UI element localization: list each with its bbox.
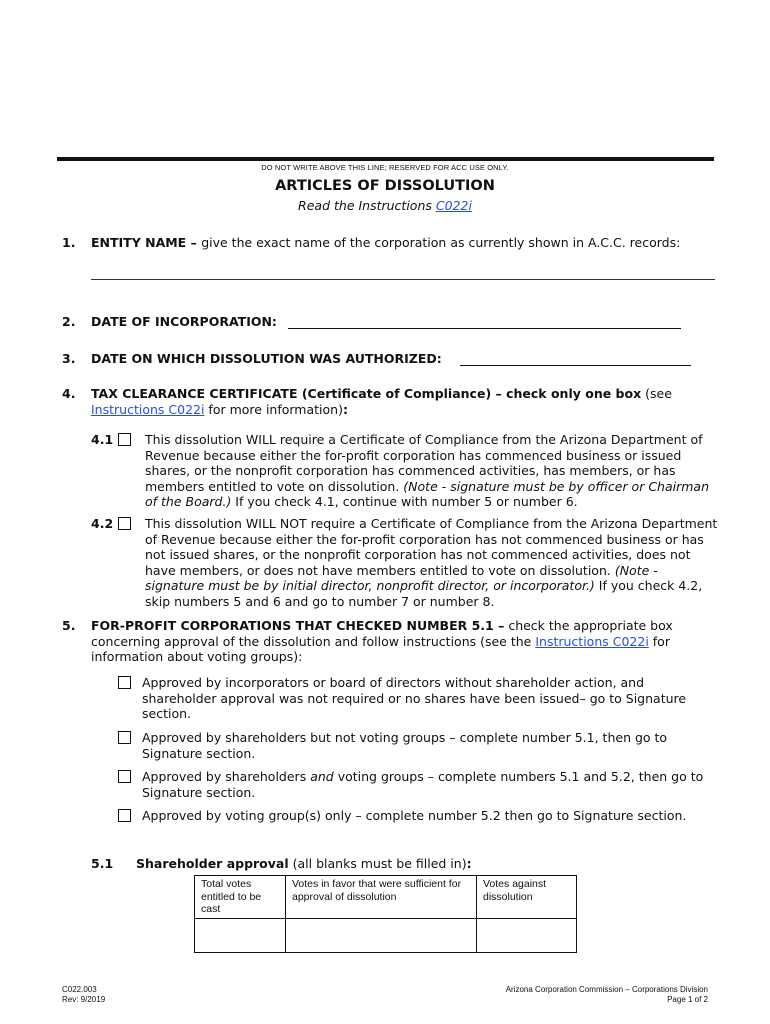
total-votes-field[interactable] [195, 918, 286, 952]
tax-clearance-title: TAX CLEARANCE CERTIFICATE (Certificate of Compliance) – check only one box [91, 386, 642, 401]
for-profit-heading: FOR-PROFIT CORPORATIONS THAT CHECKED NUMBER 5.1 – check the appropriate box concerning approval of the dissolution and follow instructions (see the Instructions C022i for information about voting groups): [91, 618, 673, 664]
entity-name-label: ENTITY NAME – give the exact name of the corporation as currently shown in A.C.C. records: [91, 235, 681, 250]
option-4-2-note: (Note - signature must be by initial director, nonprofit director, or incorporator.) [145, 562, 658, 593]
reserved-line [57, 157, 714, 161]
instructions-link[interactable]: C022i [435, 198, 472, 213]
approval-option-2-text: Approved by shareholders but not voting groups – complete number 5.1, then go to Signature section. [142, 730, 668, 761]
votes-in-favor-header: Votes in favor that were sufficient for approval of dissolution [286, 876, 477, 919]
shareholder-approval-number: 5.1 [91, 856, 114, 871]
shareholder-votes-table [194, 875, 577, 953]
agency-name: Arizona Corporation Commission – Corporations Division [505, 985, 708, 994]
option-4-1-note: (Note - signature must be by officer or Chairman of the Board.) [145, 478, 709, 509]
footer-right [506, 985, 708, 1005]
item4-number: 4. [62, 386, 76, 401]
dissolution-authorized-field[interactable] [460, 351, 691, 366]
option-4-1-checkbox[interactable] [118, 433, 131, 446]
entity-name-instruction: give the exact name of the corporation as currently shown in A.C.C. records: [201, 235, 681, 250]
date-of-incorporation-label: DATE OF INCORPORATION: [91, 314, 277, 329]
approval-option-4-text: Approved by voting group(s) only – complete number 5.2 then go to Signature section. [142, 808, 687, 823]
approval-option-4-checkbox[interactable] [118, 809, 131, 822]
total-votes-header: Total votes entitled to be cast [195, 876, 286, 919]
dissolution-authorized-label: DATE ON WHICH DISSOLUTION WAS AUTHORIZED: [91, 351, 442, 366]
approval-option-3-checkbox[interactable] [118, 770, 131, 783]
form-code: C022.003 [62, 985, 97, 994]
option-4-2-number: 4.2 [91, 516, 114, 531]
votes-against-field[interactable] [477, 918, 577, 952]
approval-option-2-checkbox[interactable] [118, 731, 131, 744]
for-profit-title: FOR-PROFIT CORPORATIONS THAT CHECKED NUMBER 5.1 – [91, 618, 505, 633]
table-header-row [195, 876, 577, 919]
entity-name-title: ENTITY NAME [91, 235, 187, 250]
footer-left [62, 985, 105, 1005]
item1-number: 1. [62, 235, 76, 250]
votes-in-favor-field[interactable] [286, 918, 477, 952]
form-title: ARTICLES OF DISSOLUTION [275, 178, 495, 194]
approval-option-3-text: Approved by shareholders and voting groups – complete numbers 5.1 and 5.2, then go to Signature section. [142, 769, 704, 800]
revision-date: Rev: 9/2019 [62, 995, 106, 1004]
item5-number: 5. [62, 618, 76, 633]
page-number: Page 1 of 2 [667, 995, 708, 1004]
approval-option-1-text: Approved by incorporators or board of directors without shareholder action, and shareholder approval was not required or no shares have been issued– go to Signature section. [142, 675, 687, 721]
item2-number: 2. [62, 314, 76, 329]
tax-clearance-heading: TAX CLEARANCE CERTIFICATE (Certificate of Compliance) – check only one box (see Instructions C022i for more information): [91, 386, 672, 417]
item3-number: 3. [62, 351, 76, 366]
votes-against-header: Votes against dissolution [477, 876, 577, 919]
entity-name-field[interactable] [91, 262, 715, 278]
shareholder-approval-heading: Shareholder approval (all blanks must be filled in): [136, 856, 472, 871]
approval-option-1-checkbox[interactable] [118, 676, 131, 689]
for-profit-instructions-link[interactable]: Instructions C022i [535, 633, 649, 649]
option-4-2-checkbox[interactable] [118, 517, 131, 530]
reserved-notice: DO NOT WRITE ABOVE THIS LINE; RESERVED FOR ACC USE ONLY. [261, 163, 509, 172]
read-instructions-prefix: Read the Instructions [298, 198, 436, 213]
shareholder-approval-title: Shareholder approval [136, 856, 289, 871]
read-instructions [0, 198, 770, 213]
option-4-2-text: This dissolution WILL NOT require a Certificate of Compliance from the Arizona Department of Revenue because either the for-profit corporation has not commenced business or has not issued shares, or the nonprofit corporation has not commenced activities, does not have members, or does not have members entitled to vote on dissolution. (Note - signature must be by initial director, nonprofit director, or incorporator.) If you check 4.2, skip numbers 5 and 6 and go to number 7 or number 8. [145, 516, 718, 609]
option-4-1-number: 4.1 [91, 432, 114, 447]
date-of-incorporation-field[interactable] [288, 314, 681, 329]
entity-name-line [91, 279, 715, 280]
option-4-1-text: This dissolution WILL require a Certificate of Compliance from the Arizona Department of Revenue because either the for-profit corporation has commenced business or issued shares, or the nonprofit corporation has commenced activities, has members, or has members entitled to vote on dissolution. (Note - signature must be by officer or Chairman of the Board.) If you check 4.1, continue with number 5 or number 6. [145, 432, 709, 509]
tax-clearance-instructions-link[interactable]: Instructions C022i [91, 401, 205, 417]
table-row [195, 918, 577, 952]
